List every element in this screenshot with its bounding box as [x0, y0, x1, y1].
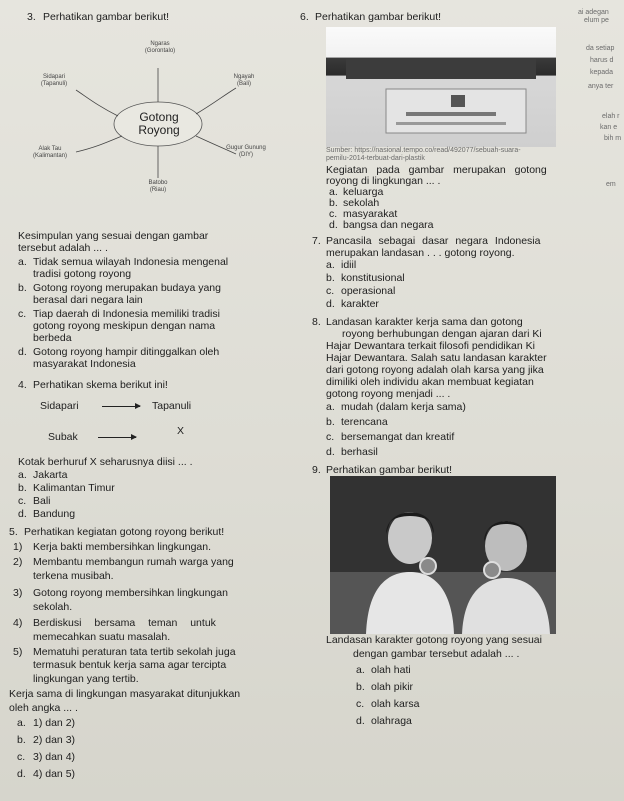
q3-conclusion-line1: Kesimpulan yang sesuai dengan gambar — [18, 230, 209, 242]
node-batobo: Batobo (Riau) — [148, 180, 168, 193]
q8-number: 8. — [312, 316, 321, 328]
athletes-photo — [330, 476, 556, 634]
q6-question-line2: royong di lingkungan ... . — [326, 175, 441, 187]
q8-question-line5: dari gotong royong adalah olah karsa yang jika — [326, 364, 544, 376]
q8-question-line2: royong berhubungan dengan ajaran dari Ki — [342, 328, 542, 340]
ballot-box-photo — [326, 27, 556, 147]
q4-number: 4. — [18, 379, 27, 391]
node-alak-tau: Alak Tau (Kalimantan) — [32, 146, 67, 159]
q9-prompt: Perhatikan gambar berikut! — [326, 464, 453, 476]
q8-question-line1: Landasan karakter kerja sama dan gotong — [326, 316, 523, 328]
q9-question-line2: dengan gambar tersebut adalah ... . — [353, 648, 520, 660]
arrow-right-icon — [98, 437, 136, 438]
q5-question-line2: oleh angka ... . — [9, 702, 78, 714]
q6-source-line2: pemilu-2014-terbuat-dari-plastik — [326, 155, 425, 162]
q7-question-line1: Pancasila sebagai dasar negara Indonesia — [326, 235, 541, 247]
node-ngaras: Ngaras (Gorontalo) — [144, 41, 176, 54]
schema-x-box: X — [177, 425, 185, 437]
q8-question-line3: Hajar Dewantara terkait filosofi pendidikan Ki — [326, 340, 535, 352]
schema-sidapari: Sidapari — [40, 400, 79, 412]
schema-tapanuli: Tapanuli — [152, 400, 192, 412]
q8-question-line6: dimiliki oleh individu akan membuat kegiatan — [326, 376, 534, 388]
q8-question-line4: Hajar Dewantara. Salah satu landasan karakter — [326, 352, 547, 364]
node-gugur-gunung: Gugur Gunung (DIY) — [226, 145, 266, 158]
q7-question-line2: merupakan landasan . . . gotong royong. — [326, 247, 515, 259]
q9-number: 9. — [312, 464, 321, 476]
gotong-royong-mindmap — [18, 28, 318, 233]
q4-question: Kotak berhuruf X seharusnya diisi ... . — [18, 456, 193, 468]
q3-prompt: Perhatikan gambar berikut! — [43, 11, 170, 23]
schema-subak: Subak — [48, 431, 78, 443]
ballot-box-illustration — [326, 27, 556, 147]
q6-number: 6. — [300, 11, 309, 23]
worksheet-page: 3. Perhatikan gambar berikut! Ngaras (Gorontalo) Sidapari (Tapanuli) Ngayah (Bali) Gotong Royong Alak Tau (Kalimantan) Gugur Gunung (DIY) Batobo (Riau) Kesimpulan yang sesuai dengan gambar tersebut adalah ... . a. Tidak semua wilayah Indonesia mengenal tradisi gotong royong b. Gotong royong merupakan budaya yang berasal dari negara lain c. Tiap daerah di Indonesia memiliki tradisi gotong royong meskipun dengan nama berbeda d. Gotong royong hampir ditinggalkan oleh masyarakat Indonesia 4. Perhatikan skema berikut ini! Sidapari Tapanuli Subak X Kotak berhuruf X seharusnya diisi ... . a. Jakarta b. Kalimantan Timur c. Bali d. Bandung 5. Perhatikan kegiatan gotong royong berikut! 1) Kerja bakti membersihkan lingkungan. 2) Membantu membangun rumah warga yang terkena musibah. 3) Gotong royong membersihkan lingkungan sekolah. 4) Berdiskusi bersama teman untuk memecahkan suatu masalah. 5) Mematuhi peraturan tata tertib sekolah juga termasuk bentuk kerja sama agar tercipta lingkungan yang tertib. Kerja sama di lingkungan masyarakat ditunjukkan oleh angka ... . a. 1) dan 2) b. 2) dan 3) c. 3) dan 4) d. 4) dan 5) 6. Perhatikan gambar berikut! Sumber: https://nasional.tempo.co/read/492077/sebuah-suara- pemilu-2014-terbuat-dari-plastik Kegiatan pada gambar merupakan gotong royong di lingkungan ... . a. keluarga b. sekolah c. masyarakat d. bangsa dan negara 7. Pancasila sebagai dasar negara Indonesia merupakan landasan . . . gotong royong. a. idiil b. konstitusional c. operasional d. karakter 8. Landasan karakter kerja sama dan gotong royong berhubungan dengan ajaran dari Ki Hajar Dewantara terkait filosofi pendidikan Ki Hajar Dewantara. Salah satu landasan karakter dari gotong royong adalah olah karsa yang jika dimiliki oleh individu akan membuat kegiatan gotong royong menjadi ... . a. mudah (dalam kerja sama) b. terencana c. bersemangat dan kreatif d. berhasil 9. Perhatikan gambar berikut! Landasan karakter gotong royong yang sesuai dengan gambar tersebut adalah ... . a. olah hati b. olah pikir c. olah karsa d. olahraga ai adegan elum pe da setiap harus d kepada anya ter elah r kan e bih m em — [0, 0, 624, 801]
q8-question-line7: gotong royong menjadi ... . — [326, 388, 451, 400]
q3-conclusion-line2: tersebut adalah ... . — [18, 242, 108, 254]
arrow-right-icon — [102, 406, 140, 407]
q7-number: 7. — [312, 235, 321, 247]
q9-question-line1: Landasan karakter gotong royong yang sesuai — [326, 634, 542, 646]
q5-prompt: Perhatikan kegiatan gotong royong berikut! — [24, 526, 225, 538]
q6-prompt: Perhatikan gambar berikut! — [315, 11, 442, 23]
q6-question-line1: Kegiatan pada gambar merupakan gotong — [326, 164, 547, 176]
athletes-illustration — [330, 476, 556, 634]
node-ngayah: Ngayah (Bali) — [233, 74, 255, 87]
node-sidapari: Sidapari (Tapanuli) — [40, 74, 68, 87]
q5-question-line1: Kerja sama di lingkungan masyarakat ditunjukkan — [9, 688, 241, 700]
q6-source-line1: Sumber: https://nasional.tempo.co/read/492077/sebuah-suara- — [326, 147, 521, 154]
q4-prompt: Perhatikan skema berikut ini! — [33, 379, 168, 391]
q3-number: 3. — [27, 11, 36, 23]
mindmap-center: Gotong Royong — [138, 110, 180, 137]
q5-number: 5. — [9, 526, 18, 538]
